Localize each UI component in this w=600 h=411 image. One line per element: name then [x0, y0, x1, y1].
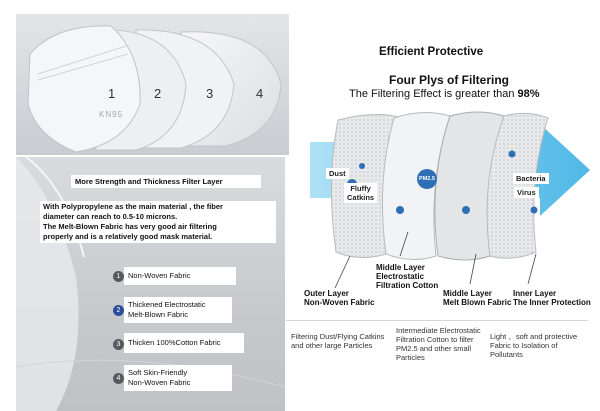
layer-label-outer [304, 289, 375, 307]
layer-label-inner-line-2: The Inner Protection [513, 298, 591, 307]
layer-badge-1: 1 [113, 271, 124, 282]
dust-label: Dust [326, 168, 349, 179]
layer-label-middle-meltblown-line-1: Middle Layer [443, 289, 492, 298]
filtering-effect-line [349, 88, 540, 100]
layer-label-inner [513, 289, 591, 307]
layer-label-outer-line-1: Outer Layer [304, 289, 349, 298]
layer-badge-4: 4 [113, 373, 124, 384]
description-middle-line-1: Intermediate Electrostatic [396, 326, 481, 335]
layer-item-2-line-1: Thickened Electrostatic [128, 300, 206, 309]
layer-badge-2: 2 [113, 305, 124, 316]
efficient-protective-title: Efficient Protective [379, 46, 484, 58]
layer-label-inner-line-1: Inner Layer [513, 289, 557, 298]
particle-icon [531, 207, 538, 214]
ply-number-4: 4 [256, 86, 264, 101]
panel-description [40, 201, 276, 243]
filtering-effect-value: 98% [517, 88, 540, 100]
pm25-bubble: PM2.5 [417, 169, 437, 189]
ply-number-3: 3 [206, 86, 214, 101]
description-inner-line-1: Light 、soft and protective [490, 332, 578, 341]
filter-layer-panel [16, 157, 285, 411]
filtering-effect-prefix: The Filtering Effect is greater than [349, 88, 518, 100]
layer-item-3: Thicken 100%Cotton Fabric [124, 333, 244, 353]
description-outer [291, 332, 384, 350]
bacteria-label: Bacteria [513, 173, 549, 184]
fluffy-label-line-1: Fluffy [350, 184, 371, 193]
description-outer-line-2: and other large Particles [291, 341, 373, 350]
layer-leader-lines [290, 220, 600, 300]
description-middle-line-2: Filtration Cotton to filter [396, 335, 474, 344]
layer-label-middle-cotton-line-1: Middle Layer [376, 263, 425, 272]
ply-number-2: 2 [154, 86, 162, 101]
description-middle-line-3: PM2.5 and other small [396, 344, 472, 353]
panel-heading: More Strength and Thickness Filter Layer [71, 175, 261, 188]
four-plies-photo [16, 14, 289, 155]
particle-icon [462, 206, 470, 214]
description-middle-line-4: Particles [396, 353, 425, 362]
layer-item-1: Non-Woven Fabric [124, 267, 236, 285]
description-inner-line-2: Fabric to Isolation of [490, 341, 558, 350]
description-line-2: diameter can reach to 0.5-10 microns. [43, 212, 178, 221]
description-line-4: properly and is a relatively good mask material. [43, 232, 213, 241]
particle-icon [509, 151, 516, 158]
layer-label-outer-line-2: Non-Woven Fabric [304, 298, 375, 307]
particle-icon [396, 206, 404, 214]
layer-label-middle-meltblown [443, 289, 511, 307]
fluffy-catkins-label [344, 183, 377, 203]
layer-label-middle-meltblown-line-2: Melt Blown Fabric [443, 298, 512, 307]
layer-label-middle-cotton-line-3: Filtration Cotton [376, 281, 439, 290]
description-middle [396, 326, 481, 362]
layer-item-4-line-1: Soft Skin-Friendly [128, 368, 188, 377]
layer-item-4 [124, 365, 232, 391]
layer-label-middle-cotton-line-2: Electrostatic [376, 272, 425, 281]
layer-label-middle-cotton [376, 263, 438, 290]
layer-badge-3: 3 [113, 339, 124, 350]
description-inner [490, 332, 577, 359]
ply-number-1: 1 [108, 86, 116, 101]
description-divider [286, 320, 588, 321]
layer-item-2-line-2: Melt-Blown Fabric [128, 310, 189, 319]
layer-item-4-line-2: Non-Woven Fabric [128, 378, 191, 387]
four-plys-subtitle: Four Plys of Filtering [389, 73, 510, 87]
description-inner-line-3: Pollutants [490, 350, 523, 359]
virus-label: Virus [514, 187, 539, 198]
description-line-1: With Polypropylene as the main material , the fiber [43, 202, 223, 211]
description-outer-line-1: Filtering Dust/Flying Catkins [291, 332, 385, 341]
fluffy-label-line-2: Catkins [347, 193, 375, 202]
particle-icon [359, 163, 365, 169]
mask-print: KN95 [99, 110, 124, 119]
plies-illustration [16, 14, 289, 155]
description-line-3: The Melt-Blown Fabric has very good air filtering [43, 222, 217, 231]
layer-item-2 [124, 297, 232, 323]
